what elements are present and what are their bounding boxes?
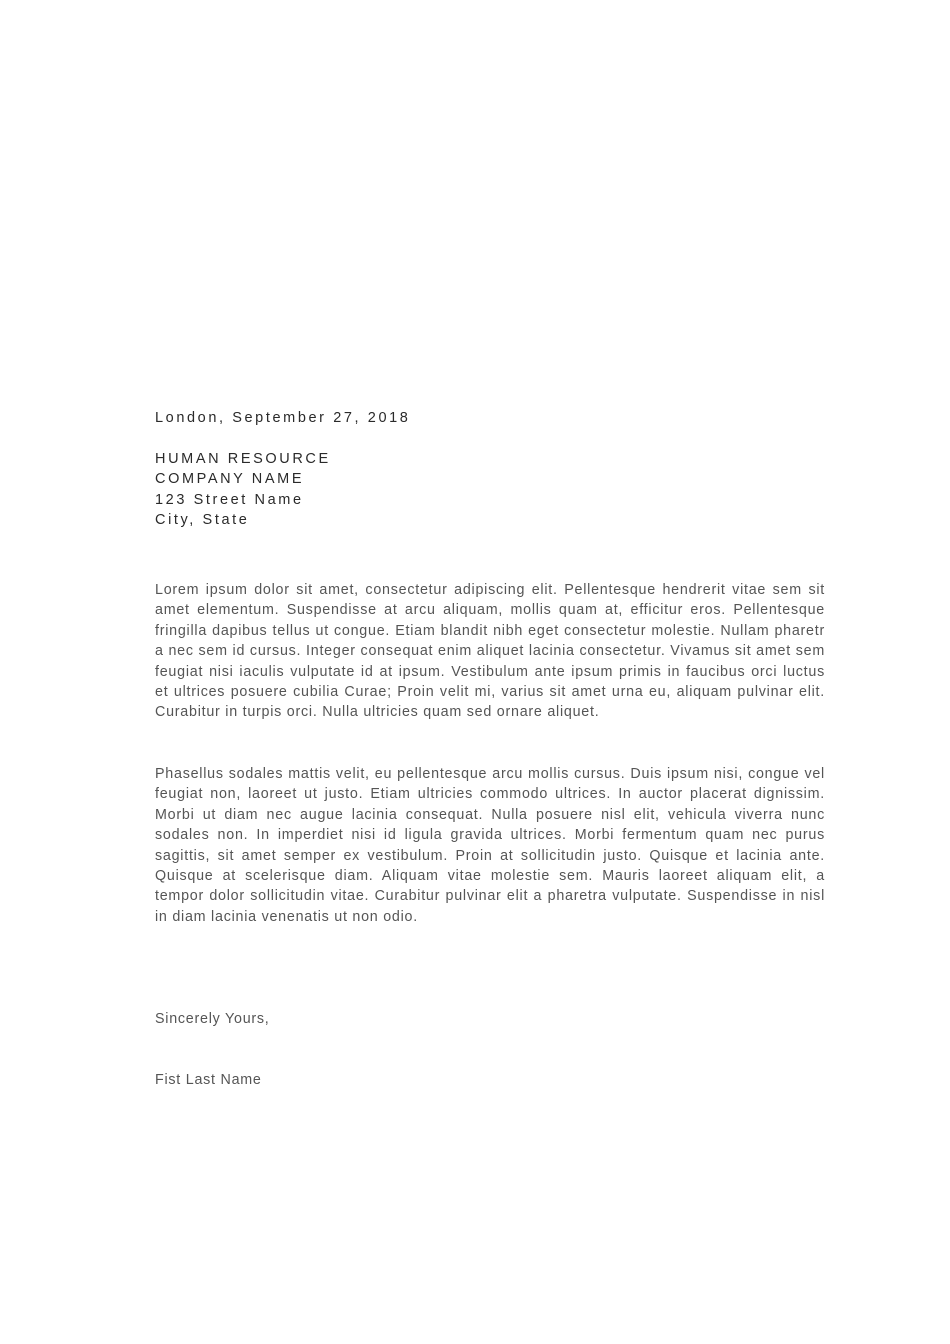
- letter-date: London, September 27, 2018: [155, 410, 411, 426]
- body-paragraph-1: Lorem ipsum dolor sit amet, consectetur adipiscing elit. Pellentesque hendrerit vitae sem sit amet elementum. Suspendisse at arcu aliquam, mollis quam at, efficitur eros. Pellentesque fringilla dapibus tellus ut congue. Etiam blandit nibh eget consectetur molestie. Nullam pharetr a nec sem id cursus. Integer consequat enim aliquet lacinia consectetur. Vivamus sit amet sem feugiat nisi iaculis vulputate id at ipsum. Vestibulum ante ipsum primis in faucibus orci luctus et ultrices posuere cubilia Curae; Proin velit mi, varius sit amet urna eu, aliquam pulvinar elit. Curabitur in turpis orci. Nulla ultricies quam sed ornare aliquet.: [155, 582, 825, 721]
- recipient-company: COMPANY NAME: [155, 471, 305, 487]
- recipient-city-state: City, State: [155, 512, 250, 528]
- signature-name: Fist Last Name: [155, 1072, 262, 1088]
- letter-closing: Sincerely Yours,: [155, 1011, 270, 1027]
- body-paragraph-2: Phasellus sodales mattis velit, eu pellentesque arcu mollis cursus. Duis ipsum nisi, congue vel feugiat non, laoreet ut justo. Etiam ultricies commodo ultrices. In auctor placerat dignissim. Morbi ut diam nec augue lacinia consequat. Nulla posuere nisl elit, vehicula viverra nunc sodales non. In imperdiet nisi id ligula gravida ultrices. Morbi fermentum quam nec purus sagittis, sit amet semper ex vestibulum. Proin at sollicitudin justo. Quisque et lacinia ante. Quisque at scelerisque diam. Aliquam vitae molestie sem. Mauris laoreet aliquam elit, a tempor dolor sollicitudin vitae. Curabitur pulvinar elit a pharetra vulputate. Suspendisse in nisl in diam lacinia venenatis ut non odio.: [155, 766, 825, 925]
- recipient-street: 123 Street Name: [155, 491, 304, 508]
- recipient-department: HUMAN RESOURCE: [155, 450, 331, 467]
- recipient-address: [155, 449, 825, 531]
- letter: [155, 408, 825, 1088]
